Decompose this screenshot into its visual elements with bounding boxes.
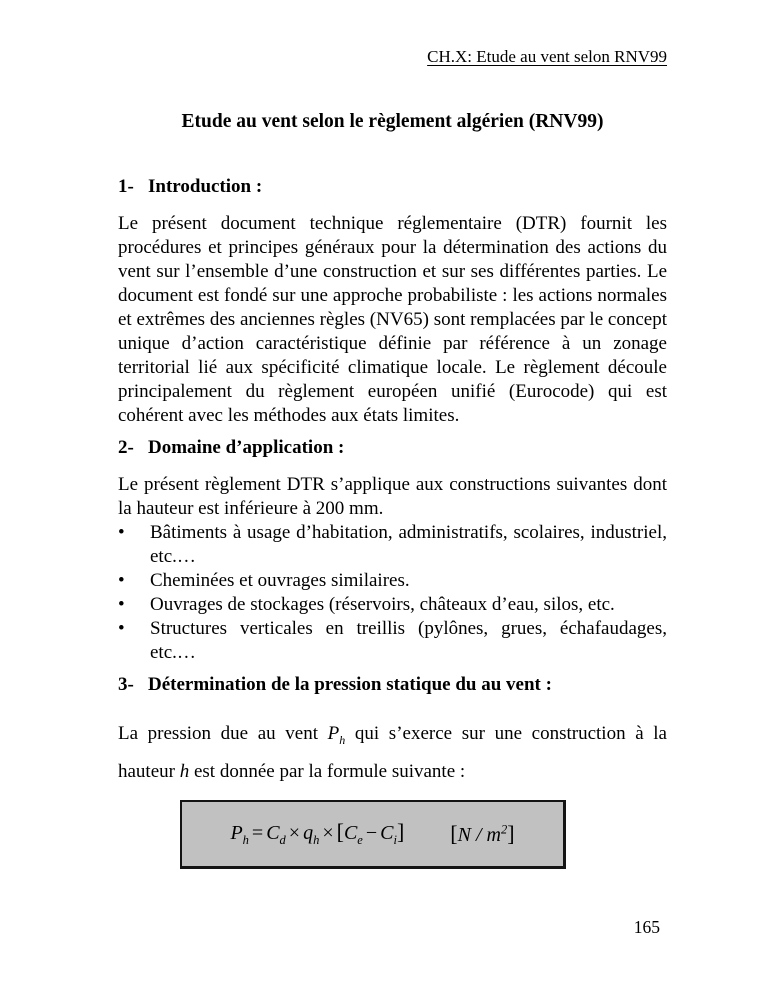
list-item [118,617,667,665]
height-variable: h [179,760,190,782]
list-item-text: Structures verticales en treillis (pylônes, grues, échafaudages, etc.… [150,618,667,663]
formula-box [180,800,566,869]
section-2-heading [118,435,667,461]
bullet-icon: • [118,570,125,591]
equals-sign: = [251,822,264,845]
list-item [118,593,667,617]
left-bracket: [ [336,819,344,845]
running-header [118,46,667,68]
section-3-heading [118,672,667,698]
page-number: 165 [633,916,660,937]
pressure-formula: $P_h = C_d \times q_h \times [C_e - C_i]$ [230,819,405,848]
paragraph-text: La pression due au vent [118,723,328,744]
section-3-number: 3- [118,674,134,695]
minus-sign: − [365,822,378,845]
section-1-heading [118,174,667,200]
document-title: Etude au vent selon le règlement algérien (RNV99) [181,111,604,132]
section-2-heading-text: Domaine d’application : [148,437,345,458]
bullet-icon: • [118,618,125,639]
times-sign: × [322,822,334,845]
formula-unit: $[N / m^2]$ [450,820,515,846]
paragraph-text: est donnée par la formule suivante : [189,760,466,782]
application-list [118,521,667,665]
list-item [118,569,667,593]
section-1-heading-text: Introduction : [148,176,263,197]
paragraph-text: qui s’exerce sur une construction à la hauteur [118,723,667,782]
section-1-number: 1- [118,176,134,197]
right-bracket: ] [396,819,405,845]
left-bracket: [ [450,820,458,846]
times-sign: × [288,822,301,845]
section-2-number: 2- [118,437,134,458]
chapter-header-text: CH.X: Etude au vent selon RNV99 [427,47,667,66]
list-item-text: Cheminées et ouvrages similaires. [150,570,410,591]
bullet-icon: • [118,522,125,543]
list-item-text: Ouvrages de stockages (réservoirs, châteaux d’eau, silos, etc. [150,594,615,615]
list-item [118,521,667,569]
right-bracket: ] [507,820,515,846]
list-item-text: Bâtiments à usage d’habitation, administratifs, scolaires, industriel, etc.… [150,522,667,567]
section-1-paragraph: Le présent document technique réglementaire (DTR) fournit les procédures et principes généraux pour la détermination des actions du vent sur l’ensemble d’une construction et sur ses différentes parties. Le document est fondé sur une approche probabiliste : les actions normales et extrêmes des anciennes règles (NV65) sont remplacées par le concept unique d’action caractéristique définie par référence à un zonage territorial lié aux spécificité climatique locale. Le règlement découle principalement du règlement européen unifié (Eurocode) qui est cohérent avec les méthodes aux états limites. [118,213,667,426]
pressure-variable: $P_h$ [327,723,346,747]
section-3-heading-text: Détermination de la pression statique du au vent : [148,674,552,695]
section-3-paragraph [118,718,667,787]
section-2-paragraph: Le présent règlement DTR s’applique aux constructions suivantes dont la hauteur est inférieure à 200 mm. [118,474,667,519]
bullet-icon: • [118,594,125,615]
